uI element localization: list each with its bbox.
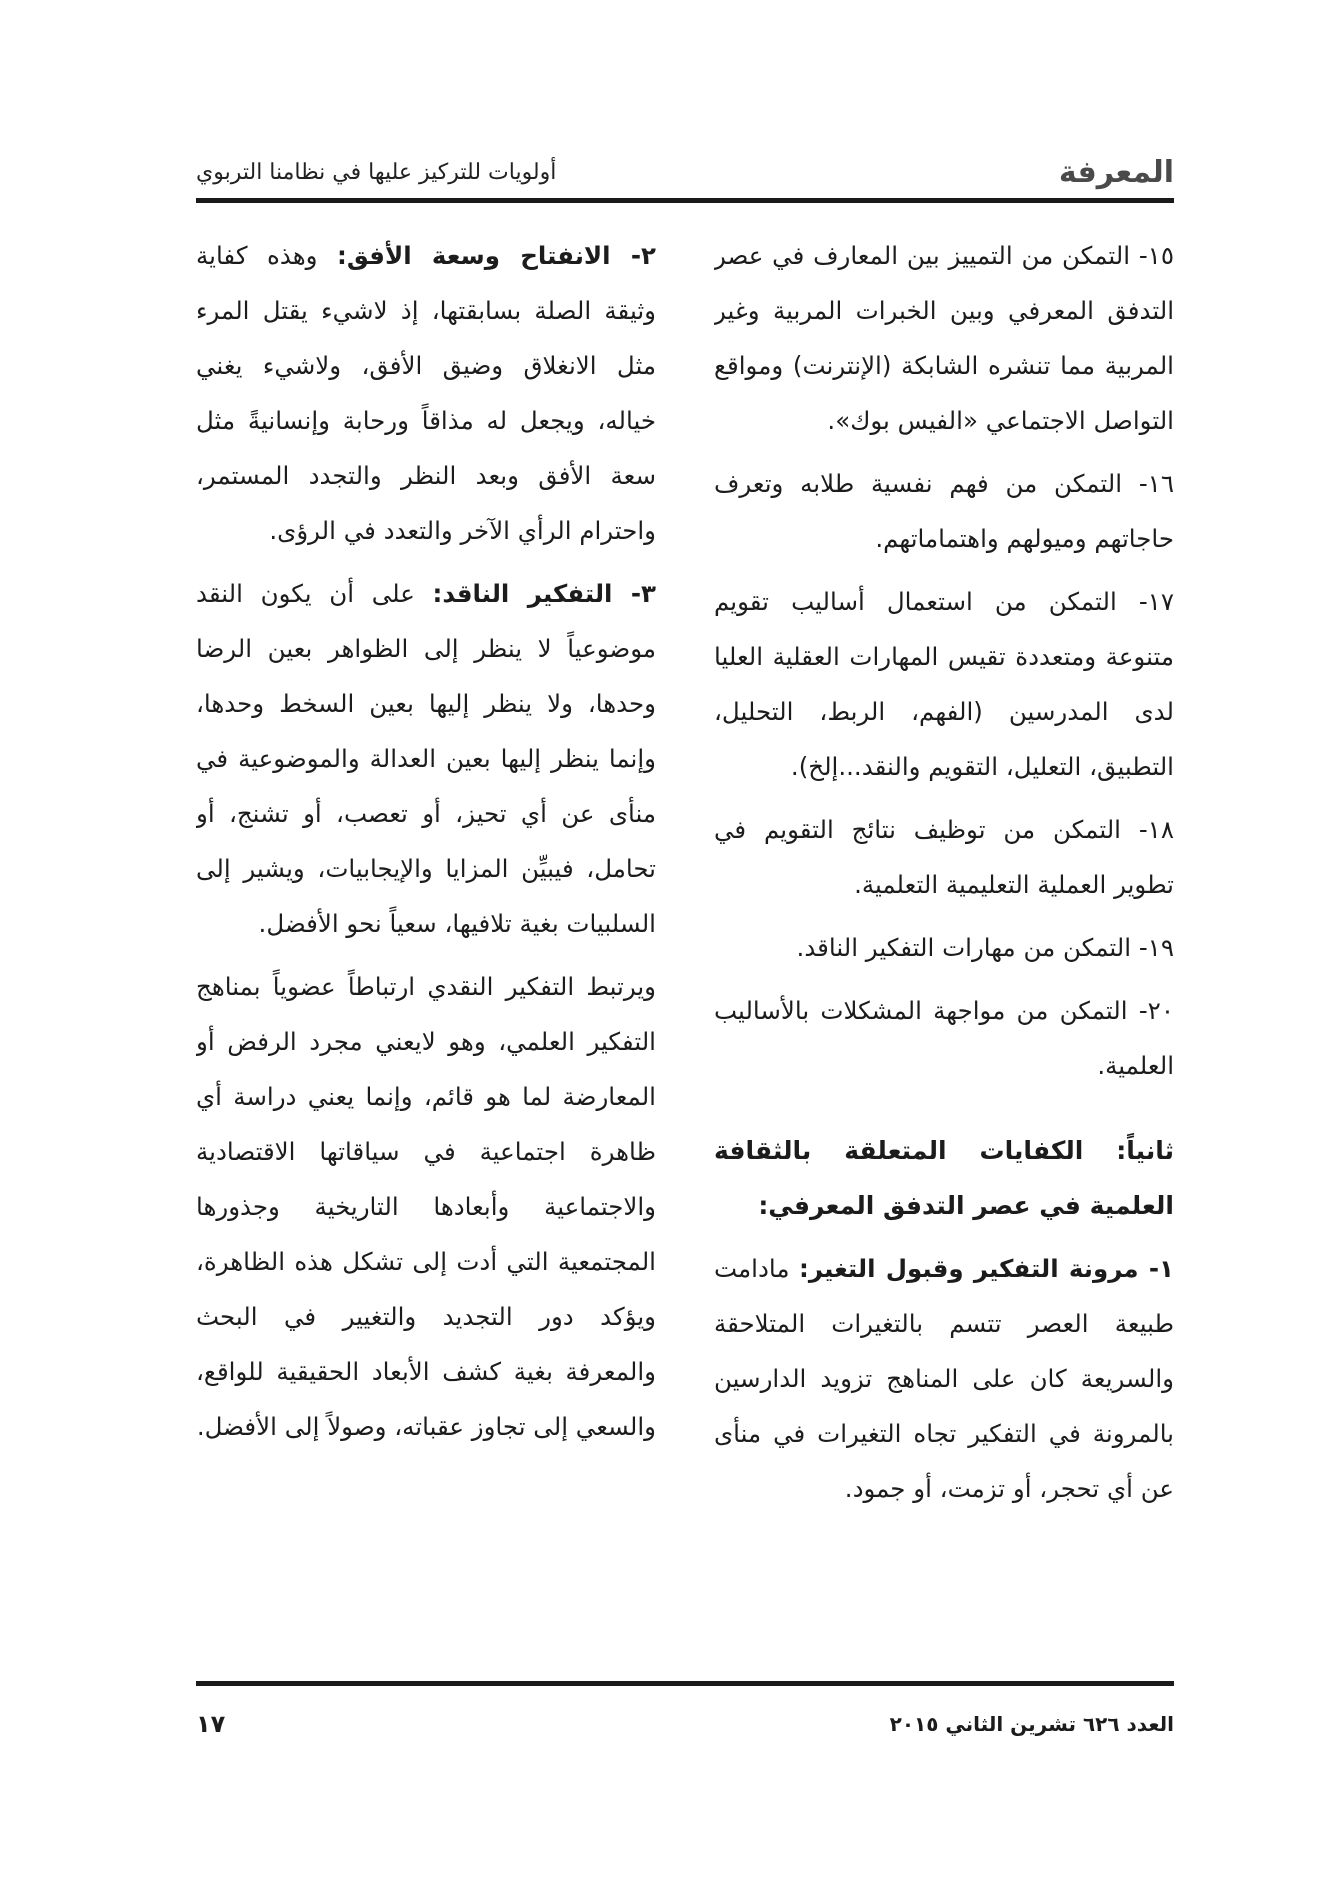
competency-2 — [196, 228, 656, 558]
list-item-18: ١٨- التمكن من توظيف نتائج التقويم في تطوير العملية التعليمية التعلمية. — [714, 815, 1174, 899]
list-item-15: ١٥- التمكن من التمييز بين المعارف في عصر التدفق المعرفي وبين الخبرات المربية وغير المربية مما تنشره الشابكة (الإنترنت) ومواقع التواصل الاجتماعي «الفيس بوك». — [714, 241, 1174, 435]
issue-info: العدد ٦٢٦ تشرين الثاني ٢٠١٥ — [889, 1712, 1174, 1736]
competency-3 — [196, 566, 656, 951]
competency-1-title: ١- مرونة التفكير وقبول التغير: — [799, 1254, 1174, 1283]
running-title: أولويات للتركيز عليها في نظامنا التربوي — [196, 159, 557, 185]
page-number: ١٧ — [196, 1710, 226, 1738]
list-item-16: ١٦- التمكن من فهم نفسية طلابه وتعرف حاجاتهم وميولهم واهتماماتهم. — [714, 469, 1174, 553]
section-heading: ثانياً: الكفايات المتعلقة بالثقافة العلمية في عصر التدفق المعرفي: — [714, 1136, 1174, 1220]
competency-1-text: مادامت طبيعة العصر تتسم بالتغيرات المتلاحقة والسريعة كان على المناهج تزويد الدارسين بالمرونة في التفكير تجاه التغيرات في منأى عن أي تحجر، أو تزمت، أو جمود. — [714, 1254, 1174, 1503]
body-paragraph: ويرتبط التفكير النقدي ارتباطاً عضوياً بمناهج التفكير العلمي، وهو لايعني مجرد الرفض أو المعارضة لما هو قائم، وإنما يعني دراسة أي ظاهرة اجتماعية في سياقاتها الاقتصادية والاجتماعية وأبعادها التاريخية وجذورها المجتمعية التي أدت إلى تشكل هذه الظاهرة، ويؤكد دور التجديد والتغيير في البحث والمعرفة بغية كشف الأبعاد الحقيقية للواقع، والسعي إلى تجاوز عقباته، وصولاً إلى الأفضل. — [196, 972, 656, 1441]
list-item-17: ١٧- التمكن من استعمال أساليب تقويم متنوعة ومتعددة تقيس المهارات العقلية العليا لدى المدرسين (الفهم، الربط، التحليل، التطبيق، التعليل، التقويم والنقد...إلخ). — [714, 587, 1174, 781]
left-column — [196, 228, 656, 1668]
magazine-logo: المعرفة — [1058, 154, 1174, 190]
competency-3-text: على أن يكون النقد موضوعياً لا ينظر إلى الظواهر بعين الرضا وحدها، ولا ينظر إليها بعين السخط وحدها، وإنما ينظر إليها بعين العدالة والموضوعية في منأى عن أي تحيز، أو تعصب، أو تشنج، أو تحامل، فيبيِّن المزايا والإيجابيات، ويشير إلى السلبيات بغية تلافيها، سعياً نحو الأفضل. — [196, 579, 656, 938]
competency-3-title: ٣- التفكير الناقد: — [432, 579, 656, 608]
competency-1 — [714, 1241, 1174, 1516]
page-header — [196, 148, 1174, 196]
competency-2-text: وهذه كفاية وثيقة الصلة بسابقتها، إذ لاشيء يقتل المرء مثل الانغلاق وضيق الأفق، ولاشيء يغني خياله، ويجعل له مذاقاً ورحابة وإنسانيةً مثل سعة الأفق وبعد النظر والتجدد المستمر، واحترام الرأي الآخر والتعدد في الرؤى. — [196, 241, 656, 545]
list-item-19: ١٩- التمكن من مهارات التفكير الناقد. — [796, 933, 1174, 962]
header-rule — [196, 198, 1174, 203]
footer-rule — [196, 1681, 1174, 1686]
right-column — [714, 228, 1174, 1668]
page-footer — [196, 1704, 1174, 1744]
competency-2-title: ٢- الانفتاح وسعة الأفق: — [337, 241, 656, 270]
list-item-20: ٢٠- التمكن من مواجهة المشكلات بالأساليب العلمية. — [714, 996, 1174, 1080]
